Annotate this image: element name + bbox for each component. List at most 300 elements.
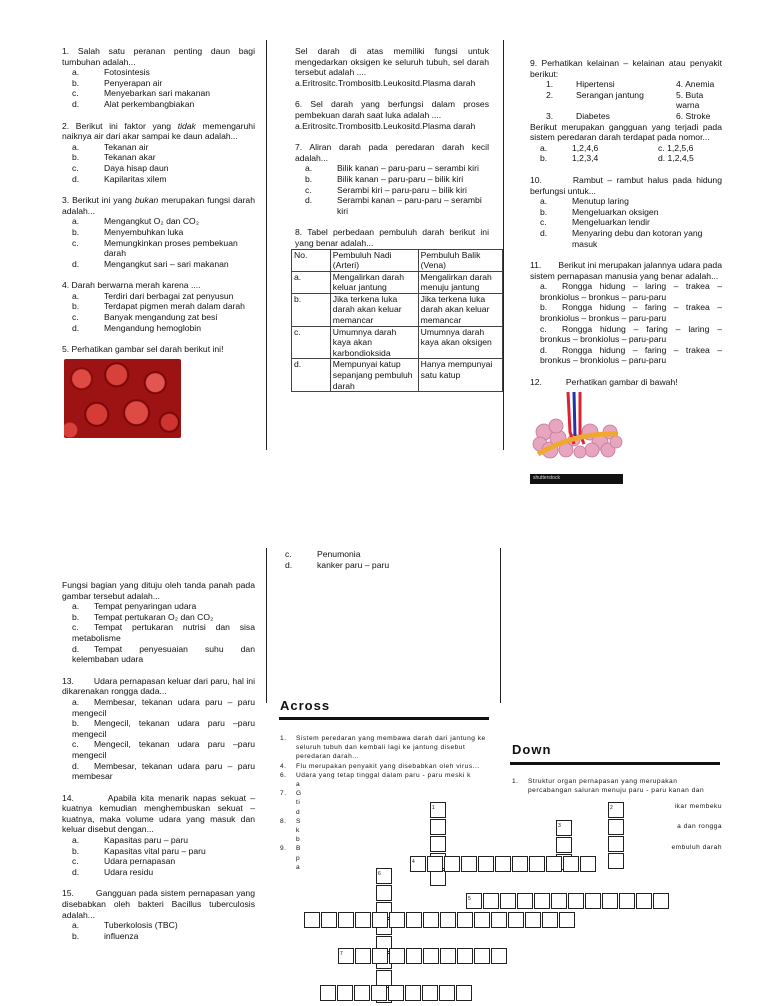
option-text: Penumonia — [317, 549, 361, 559]
option-letter: b. — [72, 718, 80, 729]
crossword-cell — [337, 985, 353, 1001]
page2-column-1 — [62, 580, 255, 952]
option-letter: c. — [540, 217, 547, 228]
answer-option — [530, 281, 722, 302]
crossword-cell — [444, 856, 460, 872]
question-text: 15. Gangguan pada sistem pernapasan yang disebabkan oleh bakteri Bacillus tuberculosis adalah... — [62, 888, 255, 920]
across-clue — [280, 826, 488, 835]
answer-option — [62, 67, 255, 78]
across-clues — [280, 734, 488, 872]
table-row — [292, 326, 503, 359]
crossword-cell — [422, 985, 438, 1001]
crossword-cell — [525, 912, 541, 928]
answer-option — [62, 601, 255, 612]
clue-number: 6. — [280, 771, 287, 779]
question-13 — [62, 676, 255, 782]
option-text: Tekanan akar — [104, 152, 156, 163]
crossword-cell — [355, 948, 371, 964]
table-cell: Jika terkena luka darah akan keluar memancar — [418, 293, 502, 326]
clue-number — [280, 808, 296, 817]
answer-option — [62, 920, 255, 931]
clue-text: d — [296, 808, 301, 816]
option-text: Mengecil, tekanan udara paru –paru mengecil — [72, 739, 255, 760]
answer-option — [530, 153, 722, 164]
crossword-cell — [512, 856, 528, 872]
cell-number: 1 — [432, 805, 435, 811]
answer-option — [62, 163, 255, 174]
answer-option — [62, 612, 255, 623]
option-letter: b. — [375, 77, 384, 88]
option-letter: d. — [72, 173, 80, 184]
option-text: Terdapat pigmen merah dalam darah — [104, 301, 245, 312]
table-row — [292, 271, 503, 293]
column-divider — [500, 548, 501, 703]
option-letter: d. — [72, 760, 80, 771]
answer-option — [62, 301, 255, 312]
crossword-cell — [440, 948, 456, 964]
option-letter: a. — [305, 163, 313, 174]
answer-option — [275, 549, 475, 560]
clue-text: p — [296, 854, 301, 862]
crossword-cell — [427, 856, 443, 872]
answer-option — [295, 174, 489, 185]
option-letter: c. — [72, 88, 79, 99]
option-letter: c. — [72, 162, 79, 173]
crossword-cell — [580, 856, 596, 872]
answer-option — [530, 324, 722, 345]
option-letter: a. — [540, 281, 548, 292]
crossword-cell — [534, 893, 550, 909]
crossword-cell — [376, 885, 392, 901]
answer-option — [62, 291, 255, 302]
option-letter: a. — [540, 196, 548, 207]
crossword-cell — [608, 853, 624, 869]
crossword-cell — [456, 985, 472, 1001]
question-text: 1. Salah satu peranan penting daun bagi tumbuhan adalah... — [62, 46, 255, 67]
answer-option — [62, 867, 255, 878]
crossword-cell — [563, 856, 579, 872]
option-letter: b. — [72, 611, 80, 622]
question-11 — [530, 260, 722, 366]
table-cell: Mempunyai katup sepanjang pembuluh darah — [330, 359, 418, 392]
crossword-cell — [517, 893, 533, 909]
clue-number: 8. — [280, 817, 287, 825]
option-text: Kapasitas vital paru – paru — [104, 845, 206, 856]
option-letter: a. — [72, 141, 80, 152]
list-number: 3. — [546, 110, 554, 121]
list-number: 2. — [546, 89, 554, 100]
option-letter: a. — [540, 142, 548, 153]
question-12-continued — [62, 580, 255, 665]
across-clue — [280, 808, 488, 817]
crossword-cell — [495, 856, 511, 872]
crossword-cell — [371, 985, 387, 1001]
answer-option — [62, 216, 255, 227]
option-text: Tuberkolosis (TBC) — [104, 920, 178, 931]
crossword-cell — [430, 870, 446, 886]
crossword-cell — [457, 948, 473, 964]
across-clue — [280, 798, 488, 807]
clue-text: Sistem peredaran yang membawa darah dari jantung ke seluruh tubuh dan kembali lagi ke jantung disebut peredaran darah... — [296, 735, 486, 761]
option-letter: c. — [72, 622, 79, 633]
grid-row — [304, 912, 576, 928]
column-1 — [62, 46, 255, 438]
option-text: Memungkinkan proses pembekuan darah — [104, 237, 238, 259]
option-text: Daya hisap daun — [104, 162, 169, 173]
option-text: Membesar, tekanan udara paru – paru membesar — [72, 760, 255, 782]
column-divider — [266, 40, 267, 450]
crossword-cell — [508, 912, 524, 928]
option-letter: a. — [72, 920, 80, 931]
option-text: Mengecil, tekanan udara paru –paru mengecil — [72, 718, 255, 739]
option-text: Penyerapan air — [104, 77, 163, 88]
across-clue — [280, 780, 488, 789]
option-text: Menutup laring — [572, 196, 629, 207]
clue-number — [280, 854, 296, 863]
option-letter: b. — [72, 930, 80, 941]
crossword-cell — [430, 836, 446, 852]
question-2 — [62, 121, 255, 185]
option-text: Eritrosit — [302, 77, 332, 88]
question-text: 14. Apabila kita menarik napas sekuat – kuatnya kemudian menghembuskan sekuat – kuatnya, maka volume udara yang masuk dan keluar disebut dengan... — [62, 792, 255, 835]
answer-option — [62, 718, 255, 739]
question-text: 3. Berikut ini yang bukan merupakan fungsi darah adalah... — [62, 195, 255, 216]
option-text: Mengeluarkan lendir — [572, 217, 650, 228]
down-heading: Down — [512, 742, 552, 757]
column-3 — [530, 58, 722, 484]
answer-option — [62, 739, 255, 760]
image-caption: shutterstock — [533, 474, 560, 481]
clue-number: 1. — [280, 735, 287, 742]
option-text: Menyaring debu dan kotoran yang masuk — [572, 227, 703, 249]
table-cell: Umumnya darah kaya akan karbondioksida — [330, 326, 418, 359]
column-2 — [294, 46, 493, 403]
crossword-cell — [491, 948, 507, 964]
crossword-cell — [389, 912, 405, 928]
option-letter: b. — [540, 153, 548, 164]
answer-option — [62, 931, 255, 942]
answer-option — [62, 622, 255, 643]
option-letter: c. — [331, 77, 338, 88]
clue-number: 7. — [280, 790, 287, 798]
question-text: 6. Sel darah yang berfungsi dalam proses pembekuan darah saat luka adalah .... — [295, 99, 489, 120]
question-10 — [530, 175, 722, 249]
option-letter: d. — [415, 77, 423, 88]
option-letter: b. — [72, 301, 80, 312]
option-text: Kapasitas paru – paru — [104, 835, 189, 846]
question-text: 8. Tabel perbedaan pembuluh darah berikut ini yang benar adalah... — [295, 227, 489, 248]
across-clue — [280, 817, 488, 826]
list-text: Diabetes — [576, 110, 610, 121]
crossword-cell — [491, 912, 507, 928]
clue-text: Struktur organ pernapasan yang merupakan percabangan saluran menuju paru - paru kanan dan — [528, 778, 705, 795]
list-number: 1. — [546, 79, 554, 90]
option-letter: d. — [540, 344, 548, 355]
option-letter: a. — [72, 290, 80, 301]
list-text: 5. Buta warna — [676, 89, 704, 111]
answer-option — [295, 185, 489, 196]
option-text: Menyebarkan sari makanan — [104, 88, 211, 99]
cell-number: 7 — [340, 951, 343, 957]
clue-text: Flu merupakan penyakit yang disebabkan oleh virus... — [296, 762, 480, 770]
crossword-cell — [320, 985, 336, 1001]
crossword-cell — [500, 893, 516, 909]
option-text: Menyembuhkan luka — [104, 226, 184, 237]
option-letter: a. — [72, 216, 80, 227]
option-text: Udara pernapasan — [104, 856, 176, 867]
option-letter: d. — [415, 120, 423, 131]
crossword-cell — [636, 893, 652, 909]
option-text: Plasma darah — [422, 77, 476, 88]
table-row — [292, 293, 503, 326]
option-text: Trombosit — [338, 120, 376, 131]
option-text: Mengangkut O₂ dan CO₂ — [104, 216, 200, 227]
grid-row — [320, 985, 473, 1001]
grid-row — [338, 948, 508, 964]
clue-text: S — [296, 817, 301, 825]
cell-number: 3 — [558, 823, 561, 829]
crossword-cell — [430, 819, 446, 835]
option-letter: c. — [72, 739, 79, 750]
table-cell: No. — [292, 249, 331, 271]
vessel-comparison-table — [291, 249, 503, 393]
option-letter: c. — [305, 184, 312, 195]
option-letter: a. — [295, 120, 303, 131]
clue-number: 1. — [512, 778, 519, 785]
option-text: Serambi kiri – paru-paru – bilik kiri — [337, 184, 467, 195]
option-text: Rongga hidung – faring – trakea – bronkus – bronkiolus – paru-paru — [540, 344, 722, 366]
disease-list — [530, 79, 722, 121]
question-text: 2. Berikut ini faktor yang tidak memengaruhi naiknya air dari akar sampai ke daun adalah... — [62, 120, 255, 142]
option-text: d. 1,2,4,5 — [658, 153, 694, 164]
option-text: Membesar, tekanan udara paru – paru mengecil — [72, 696, 255, 718]
option-text: Leukosit — [383, 77, 416, 88]
clue-number — [280, 863, 296, 872]
crossword-cell — [585, 893, 601, 909]
across-clue — [280, 844, 488, 853]
crossword-cell — [372, 948, 388, 964]
option-text: Tekanan air — [104, 141, 149, 152]
alveoli-illustration — [530, 392, 623, 484]
option-text: 1,2,4,6 — [572, 142, 599, 153]
column-divider — [266, 548, 267, 703]
table-cell: b. — [292, 293, 331, 326]
clue-text: a — [296, 863, 301, 871]
option-text: Mengangkut sari – sari makanan — [104, 258, 229, 269]
crossword-cell — [372, 912, 388, 928]
table-cell: Umumnya darah kaya akan oksigen — [418, 326, 502, 359]
clue-number — [280, 826, 296, 835]
option-text: Udara residu — [104, 866, 154, 877]
grid-row — [466, 893, 670, 909]
table-cell: Mengalirkan darah menuju jantung — [418, 271, 502, 293]
question-text: Berikut merupakan gangguan yang terjadi pada sistem peredaran darah terdapat pada nomor... — [530, 121, 722, 143]
answer-option — [530, 217, 722, 228]
crossword-cell — [461, 856, 477, 872]
option-letter: b. — [72, 77, 80, 88]
option-text: Bilik kanan – paru-paru – bilik kiri — [337, 173, 464, 184]
question-text: 12. Perhatikan gambar di bawah! — [530, 377, 678, 388]
cell-number: 6 — [378, 871, 381, 877]
clue-text: Udara yang tetap tinggal dalam paru - paru meski k — [296, 771, 471, 779]
crossword-cell — [406, 948, 422, 964]
list-item — [530, 79, 722, 90]
clue-text: a dan rongga — [677, 823, 722, 831]
across-clue — [280, 771, 488, 780]
down-clue — [512, 777, 722, 796]
answer-option — [62, 312, 255, 323]
option-letter: b. — [305, 173, 313, 184]
list-text: 6. Stroke — [676, 110, 711, 121]
option-letter: b. — [375, 120, 384, 131]
answer-option — [62, 644, 255, 665]
down-rule — [510, 762, 720, 765]
list-item — [530, 90, 722, 111]
across-rule — [279, 717, 489, 720]
crossword-cell — [304, 912, 320, 928]
crossword-cell — [457, 912, 473, 928]
answer-option — [62, 697, 255, 718]
crossword-cell — [551, 893, 567, 909]
option-text: Tempat penyesuaian suhu dan kelembaban udara — [72, 643, 255, 665]
question-text: Fungsi bagian yang dituju oleh tanda panah pada gambar tersebut adalah... — [62, 580, 255, 601]
crossword-cell — [474, 912, 490, 928]
answer-option — [62, 846, 255, 857]
option-letter: c. — [72, 312, 79, 323]
crossword-cell — [608, 819, 624, 835]
option-text: Mengeluarkan oksigen — [572, 206, 659, 217]
crossword-cell — [474, 948, 490, 964]
clue-text: k — [296, 827, 300, 835]
crossword-cell — [388, 985, 404, 1001]
across-clue — [280, 835, 488, 844]
answer-option — [530, 345, 722, 366]
table-cell: Hanya mempunyai satu katup — [418, 359, 502, 392]
answer-option — [275, 560, 475, 571]
option-letter: c. — [72, 856, 79, 867]
question-12 — [530, 377, 722, 388]
clue-text: ti — [296, 799, 301, 807]
crossword-cell — [355, 912, 371, 928]
answer-option — [295, 195, 489, 216]
answer-option — [62, 259, 255, 270]
answer-option — [62, 142, 255, 153]
question-9 — [530, 58, 722, 164]
list-text: Hipertensi — [576, 79, 615, 90]
cell-number: 2 — [610, 805, 613, 811]
option-letter: d. — [72, 258, 80, 269]
option-text: 1,2,3,4 — [572, 153, 599, 164]
answer-option — [62, 238, 255, 259]
answer-option — [62, 856, 255, 867]
answer-option — [62, 88, 255, 99]
cell-number: 5 — [468, 896, 471, 902]
option-letter: a. — [295, 77, 303, 88]
list-text: 4. Anemia — [676, 79, 715, 90]
question-text: 7. Aliran darah pada peredaran darah kecil adalah... — [295, 142, 489, 163]
option-text: Banyak mengandung zat besi — [104, 312, 218, 323]
list-item — [530, 111, 722, 122]
crossword-cell — [653, 893, 669, 909]
clue-text: a — [296, 781, 301, 789]
option-letter: d. — [72, 98, 80, 109]
option-text: Bilik kanan – paru-paru – serambi kiri — [337, 163, 479, 174]
clue-text: embuluh darah — [671, 843, 722, 851]
option-text: Tempat penyaringan udara — [94, 601, 197, 612]
table-cell: Pembuluh Nadi (Arteri) — [330, 249, 418, 271]
answer-option — [62, 761, 255, 782]
option-text: kanker paru – paru — [317, 559, 390, 570]
answer-option — [530, 207, 722, 218]
option-letter: a. — [72, 696, 80, 707]
clue-number: 4. — [280, 762, 287, 770]
clue-text: B — [296, 845, 301, 853]
question-8 — [294, 227, 493, 392]
option-letter: d. — [305, 195, 313, 206]
across-clue — [280, 734, 488, 762]
option-text: Rongga hidung – laring – trakea – bronkiolus – bronkus – paru-paru — [540, 281, 722, 302]
crossword-cell — [338, 912, 354, 928]
crossword-cell — [440, 912, 456, 928]
question-15 — [62, 888, 255, 941]
answer-option — [530, 302, 722, 323]
question-14 — [62, 793, 255, 878]
answer-option — [62, 323, 255, 334]
option-letter: c. — [285, 549, 292, 559]
option-text: Alat perkembangbiakan — [104, 98, 195, 109]
table-cell: c. — [292, 326, 331, 359]
option-text: Plasma darah — [422, 120, 476, 131]
option-letter: d. — [72, 322, 80, 333]
crossword-cell — [406, 912, 422, 928]
crossword-cell — [423, 912, 439, 928]
option-text: Terdiri dari berbagai zat penyusun — [104, 290, 234, 301]
option-letter: a. — [72, 835, 80, 846]
table-row — [292, 249, 503, 271]
across-clue — [280, 789, 488, 798]
crossword-cell — [568, 893, 584, 909]
page2-column-2 — [275, 549, 475, 570]
crossword-cell — [608, 836, 624, 852]
crossword-cell — [602, 893, 618, 909]
option-text: Kapilaritas xilem — [104, 173, 167, 184]
option-text: Rongga hidung – faring – laring – bronkus – bronkiolus – paru-paru — [540, 323, 722, 345]
question-7 — [295, 142, 489, 216]
clue-text: G — [296, 790, 302, 798]
option-text: influenza — [104, 930, 139, 941]
question-text: 10. Rambut – rambut halus pada hidung berfungsi untuk... — [530, 174, 722, 196]
option-letter: c. — [331, 120, 338, 131]
question-3 — [62, 195, 255, 269]
question-text: 13. Udara pernapasan keluar dari paru, hal ini dikarenakan rongga dada... — [62, 675, 255, 697]
question-5 — [62, 344, 255, 355]
question-text: 5. Perhatikan gambar sel darah berikut ini! — [62, 344, 224, 355]
answer-option — [62, 152, 255, 163]
crossword-cell — [321, 912, 337, 928]
table-row — [292, 359, 503, 392]
option-text: Fotosintesis — [104, 67, 150, 78]
across-clue — [280, 762, 488, 771]
question-text: 9. Perhatikan kelainan – kelainan atau penyakit berikut: — [530, 58, 722, 79]
clue-text: b — [296, 836, 301, 844]
option-letter: b. — [72, 152, 80, 163]
option-text: c. 1,2,5,6 — [658, 142, 694, 153]
red-blood-cells-image — [64, 359, 181, 438]
table-cell: a. — [292, 271, 331, 293]
option-letter: b. — [540, 206, 548, 217]
option-text: Leukosit — [383, 120, 416, 131]
option-letter: d. — [285, 559, 293, 570]
